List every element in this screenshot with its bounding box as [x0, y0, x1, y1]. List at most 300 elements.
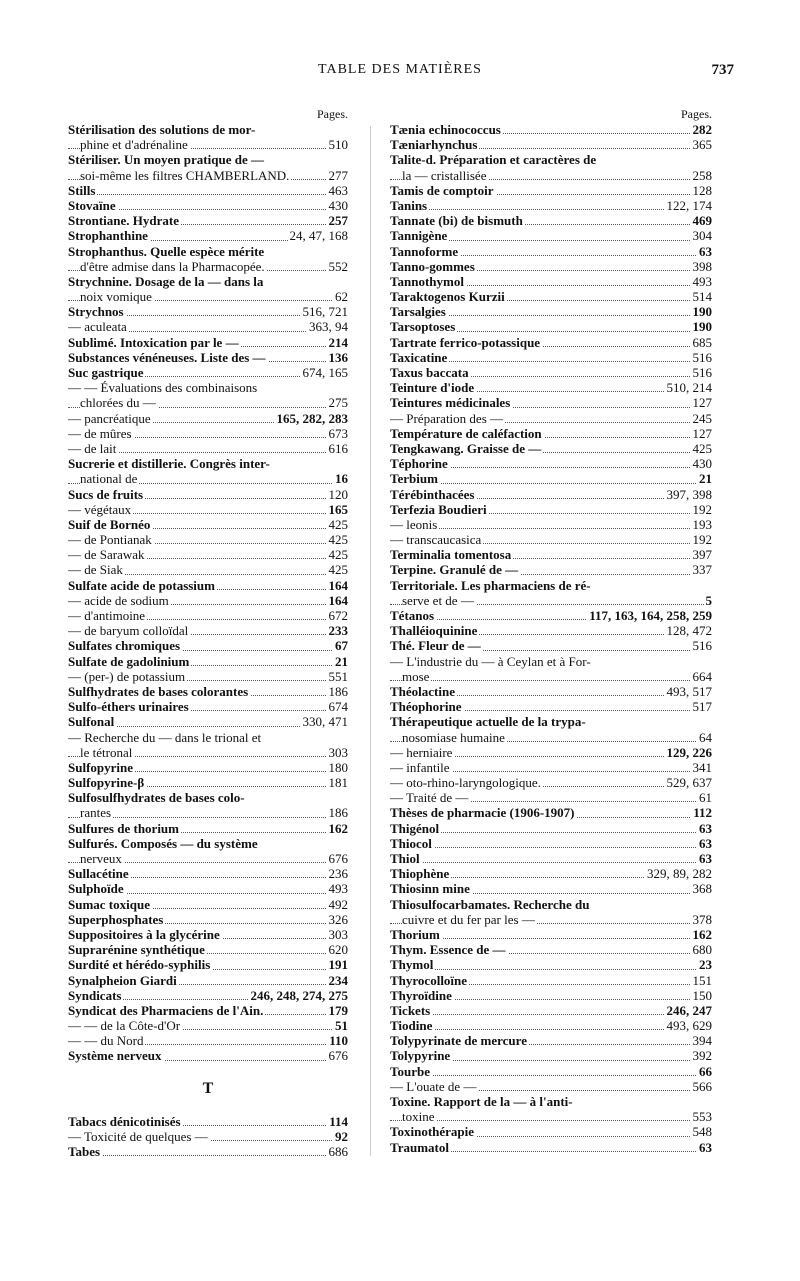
- dot-leader: [390, 847, 712, 848]
- entry-page: 21: [699, 471, 712, 487]
- entry-text: national de: [80, 471, 138, 487]
- entry-page: 164: [328, 592, 348, 608]
- index-entry: [68, 578, 348, 593]
- entry-text: Thymol: [390, 957, 434, 973]
- entry-page: 674: [328, 699, 348, 715]
- entry-text: Thérapeutique actuelle de la trypa-: [390, 714, 586, 730]
- entry-page: 66: [699, 1063, 712, 1079]
- index-entry: [68, 669, 348, 684]
- entry-text: Thiocol: [390, 835, 432, 851]
- entry-page: 341: [692, 759, 712, 775]
- entry-page: 63: [699, 1139, 712, 1155]
- entry-page: 275: [328, 395, 348, 411]
- index-column-left: [68, 106, 348, 1159]
- column-divider: [370, 126, 371, 1156]
- page-header: [0, 62, 800, 84]
- entry-text: Tabes: [68, 1144, 101, 1159]
- entry-page: 516: [692, 349, 712, 365]
- index-entry: [390, 502, 712, 517]
- entry-page: 51: [335, 1018, 348, 1034]
- entry-page: 516: [692, 638, 712, 654]
- entry-text: Strychnine. Dosage de la — dans la: [68, 273, 264, 289]
- index-entry: [390, 957, 712, 972]
- entry-text: Strophanthine: [68, 228, 148, 244]
- index-entry: [390, 532, 712, 547]
- entry-page: 673: [328, 425, 348, 441]
- entry-text: Suif de Bornéo: [68, 516, 151, 532]
- entry-text: Sulfhydrates de bases colorantes: [68, 683, 249, 699]
- entry-text: Théophorine: [390, 699, 462, 715]
- index-entry: [68, 1048, 348, 1063]
- entry-text: Sulfate acide de potassium: [68, 577, 215, 593]
- entry-text: — L'ouate de —: [390, 1078, 477, 1094]
- entry-page: 63: [699, 835, 712, 851]
- index-entry: [68, 699, 348, 714]
- index-entry: [68, 608, 348, 623]
- index-entry: [68, 973, 348, 988]
- entry-text: Suppositoires à la glycérine: [68, 926, 220, 942]
- entry-text: Térébinthacées: [390, 486, 475, 502]
- index-entry: [68, 395, 348, 410]
- index-entry: [390, 760, 712, 775]
- index-entry: [390, 122, 712, 137]
- dot-leader: [390, 1075, 712, 1076]
- entry-text: Terpine. Granulé de —: [390, 562, 519, 578]
- index-entry: [68, 684, 348, 699]
- entry-page: 127: [692, 395, 712, 411]
- index-entry: [68, 730, 348, 745]
- entry-page: 363, 94: [309, 319, 348, 335]
- entry-text: nosomiase humaine: [402, 729, 505, 745]
- index-entry: [68, 1018, 348, 1033]
- index-entry: [390, 988, 712, 1003]
- entry-text: Syndicat des Pharmaciens de l'Ain.: [68, 1002, 264, 1018]
- index-entry: [390, 259, 712, 274]
- entry-text: — de Siak: [68, 562, 123, 578]
- entry-text: Taxus baccata: [390, 365, 469, 380]
- index-entry: [390, 380, 712, 395]
- entry-text: Stovaïne: [68, 197, 116, 213]
- entry-text: Tæniarhynchus: [390, 137, 478, 153]
- index-entry: [68, 851, 348, 866]
- entry-page: 192: [692, 501, 712, 517]
- entry-page: 329, 89, 282: [647, 866, 712, 882]
- entry-page: 552: [328, 258, 348, 274]
- index-entry: [390, 274, 712, 289]
- entry-page: 236: [328, 866, 348, 882]
- index-list: [68, 1114, 348, 1160]
- entry-text: — infantile: [390, 759, 450, 775]
- entry-text: Tamis de comptoir: [390, 182, 494, 198]
- dot-leader: [390, 862, 712, 863]
- entry-page: 493, 629: [666, 1018, 712, 1034]
- index-entry: [390, 365, 712, 380]
- entry-page: 67: [335, 638, 348, 654]
- entry-page: 425: [328, 547, 348, 563]
- entry-text: Synalpheion Giardi: [68, 972, 177, 988]
- entry-text: Tiodine: [390, 1018, 433, 1034]
- entry-page: 128: [692, 182, 712, 198]
- entry-text: Tannothymol: [390, 273, 464, 289]
- entry-page: 469: [692, 213, 712, 229]
- entry-page: 16: [335, 471, 348, 487]
- entry-page: 192: [692, 532, 712, 548]
- index-entry: [390, 213, 712, 228]
- index-entry: [68, 350, 348, 365]
- entry-page: 190: [692, 304, 712, 320]
- entry-text: Tanno-gommes: [390, 258, 475, 274]
- entry-page: 510, 214: [666, 380, 712, 396]
- entry-page: 664: [692, 668, 712, 684]
- entry-text: Théolactine: [390, 683, 455, 699]
- entry-page: 326: [328, 911, 348, 927]
- index-entry: [390, 1079, 712, 1094]
- index-entry: [68, 942, 348, 957]
- entry-page: 492: [328, 896, 348, 912]
- entry-text: le tétronal: [80, 744, 133, 760]
- index-entry: [390, 547, 712, 562]
- entry-page: 129, 226: [666, 744, 712, 760]
- index-entry: [390, 745, 712, 760]
- index-entry: [390, 851, 712, 866]
- index-entry: [390, 1018, 712, 1033]
- index-entry: [390, 608, 712, 623]
- entry-page: 277: [328, 167, 348, 183]
- entry-page: 62: [335, 289, 348, 305]
- entry-text: Taxicatine: [390, 349, 448, 365]
- index-entry: [390, 137, 712, 152]
- index-entry: [390, 623, 712, 638]
- pages-label: Pages.: [681, 107, 712, 121]
- entry-text: Terminalia tomentosa: [390, 547, 512, 563]
- entry-page: 245: [692, 410, 712, 426]
- entry-page: 165: [328, 501, 348, 517]
- entry-text: — Toxicité de quelques —: [68, 1128, 208, 1144]
- index-entry: [68, 213, 348, 228]
- index-entry: [390, 912, 712, 927]
- index-entry: [390, 942, 712, 957]
- index-entry: [390, 335, 712, 350]
- entry-page: 303: [328, 744, 348, 760]
- entry-text: — Préparation des —: [390, 410, 504, 426]
- entry-text: Terbium: [390, 471, 438, 487]
- entry-text: soi-même les filtres CHAMBERLAND.: [80, 167, 290, 183]
- entry-page: 510: [328, 137, 348, 153]
- entry-text: Suprarénine synthétique: [68, 942, 205, 958]
- index-entry: [68, 198, 348, 213]
- entry-text: Sulfures de thorium: [68, 820, 179, 836]
- entry-page: 136: [328, 349, 348, 365]
- entry-page: 186: [328, 683, 348, 699]
- index-list: [390, 122, 712, 1155]
- entry-text: Téphorine: [390, 456, 448, 472]
- entry-text: Teinture d'iode: [390, 380, 475, 396]
- entry-text: nerveux: [80, 851, 122, 866]
- index-entry: [68, 881, 348, 896]
- index-entry: [390, 471, 712, 486]
- entry-text: Sublimé. Intoxication par le —: [68, 334, 239, 350]
- entry-page: 282: [692, 122, 712, 137]
- index-entry: [390, 973, 712, 988]
- index-entry: [390, 183, 712, 198]
- entry-text: Toxinothérapie: [390, 1124, 475, 1140]
- entry-page: 63: [699, 851, 712, 866]
- entry-page: 186: [328, 805, 348, 821]
- entry-text: Tickets: [390, 1002, 431, 1018]
- index-entry: [68, 623, 348, 638]
- index-entry: [390, 198, 712, 213]
- entry-page: 233: [328, 623, 348, 639]
- entry-text: Thalléioquinine: [390, 623, 478, 639]
- entry-text: — — du Nord: [68, 1033, 144, 1049]
- entry-text: Tannoforme: [390, 243, 459, 259]
- entry-text: Syndicats: [68, 987, 122, 1003]
- entry-text: Thiosinn mine: [390, 881, 470, 897]
- entry-page: 398: [692, 258, 712, 274]
- entry-text: Thyrocolloïne: [390, 972, 468, 988]
- index-entry: [68, 244, 348, 259]
- entry-text: — de Pontianak: [68, 532, 152, 548]
- entry-page: 330, 471: [302, 714, 348, 730]
- index-entry: [390, 411, 712, 426]
- index-entry: [68, 805, 348, 820]
- entry-text: — — de la Côte-d'Or: [68, 1018, 181, 1034]
- entry-page: 430: [328, 197, 348, 213]
- index-entry: [390, 562, 712, 577]
- index-entry: [68, 714, 348, 729]
- index-entry: [390, 1048, 712, 1063]
- index-entry: [390, 714, 712, 729]
- entry-page: 234: [328, 972, 348, 988]
- entry-text: Taraktogenos Kurzii: [390, 289, 505, 305]
- entry-text: Thèses de pharmacie (1906-1907): [390, 805, 575, 821]
- entry-page: 548: [692, 1124, 712, 1140]
- index-entry: [390, 699, 712, 714]
- entry-text: Stériliser. Un moyen pratique de —: [68, 152, 264, 168]
- entry-text: Teintures médicinales: [390, 395, 511, 411]
- entry-text: Superphosphates: [68, 911, 164, 927]
- index-entry: [390, 669, 712, 684]
- entry-page: 493: [328, 881, 348, 897]
- entry-text: d'être admise dans la Pharmacopée.: [80, 258, 265, 274]
- index-list: [68, 122, 348, 1064]
- entry-page: 246, 247: [666, 1002, 712, 1018]
- index-entry: [390, 487, 712, 502]
- section-letter: T: [202, 1079, 214, 1097]
- entry-text: rantes: [80, 805, 112, 821]
- entry-text: Sumac toxique: [68, 896, 150, 912]
- entry-page: 378: [692, 911, 712, 927]
- entry-page: 193: [692, 516, 712, 532]
- index-entry: [68, 1003, 348, 1018]
- entry-text: — de mûres: [68, 425, 132, 441]
- entry-page: 463: [328, 182, 348, 198]
- index-entry: [68, 456, 348, 471]
- index-entry: [390, 1109, 712, 1124]
- entry-text: — (per-) de potassium: [68, 668, 186, 684]
- index-entry: [68, 152, 348, 167]
- entry-page: 430: [692, 456, 712, 472]
- dot-leader: [390, 1120, 712, 1121]
- entry-text: Substances vénéneuses. Liste des —: [68, 349, 266, 365]
- entry-text: — d'antimoine: [68, 608, 146, 623]
- entry-page: 5: [705, 592, 712, 608]
- index-entry: [68, 562, 348, 577]
- entry-page: 128, 472: [666, 623, 712, 639]
- index-entry: [68, 1114, 348, 1129]
- index-entry: [68, 654, 348, 669]
- entry-text: Thiophène: [390, 866, 450, 882]
- index-entry: [68, 380, 348, 395]
- entry-text: Sulfate de gadolinium: [68, 653, 190, 669]
- index-entry: [68, 745, 348, 760]
- entry-text: noix vomique: [80, 289, 152, 305]
- entry-page: 63: [699, 820, 712, 836]
- index-entry: [68, 912, 348, 927]
- index-entry: [390, 152, 712, 167]
- index-entry: [68, 532, 348, 547]
- index-entry: [390, 1140, 712, 1155]
- entry-text: Thé. Fleur de —: [390, 638, 481, 654]
- index-column-right: [390, 106, 712, 1155]
- entry-page: 685: [692, 334, 712, 350]
- entry-text: — aculeata: [68, 319, 127, 335]
- entry-text: Tarsalgies: [390, 304, 446, 320]
- index-entry: [68, 790, 348, 805]
- index-entry: [68, 289, 348, 304]
- entry-text: — oto-rhino-laryngologique.: [390, 775, 541, 791]
- entry-page: 21: [335, 653, 348, 669]
- entry-page: 425: [328, 532, 348, 548]
- entry-page: 304: [692, 228, 712, 244]
- index-entry: [68, 547, 348, 562]
- entry-page: 190: [692, 319, 712, 335]
- entry-text: Tétanos: [390, 608, 435, 623]
- entry-page: 397, 398: [666, 486, 712, 502]
- entry-text: Tengkawang. Graisse de —: [390, 440, 542, 456]
- entry-text: Sulfopyrine-β: [68, 775, 145, 791]
- entry-text: Tabacs dénicotinisés: [68, 1113, 181, 1129]
- entry-page: 397: [692, 547, 712, 563]
- entry-page: 303: [328, 926, 348, 942]
- entry-text: Stérilisation des solutions de mor-: [68, 122, 256, 137]
- entry-text: — Traité de —: [390, 790, 469, 806]
- entry-page: 162: [328, 820, 348, 836]
- entry-page: 676: [328, 851, 348, 866]
- entry-page: 257: [328, 213, 348, 229]
- entry-text: Talite-d. Préparation et caractères de: [390, 152, 597, 168]
- entry-page: 365: [692, 137, 712, 153]
- index-entry: [68, 304, 348, 319]
- entry-text: chlorées du —: [80, 395, 156, 411]
- entry-text: Strophanthus. Quelle espèce mérite: [68, 243, 265, 259]
- entry-page: 117, 163, 164, 258, 259: [589, 608, 712, 623]
- entry-page: 63: [699, 243, 712, 259]
- entry-page: 179: [328, 1002, 348, 1018]
- index-entry: [390, 289, 712, 304]
- index-entry: [390, 304, 712, 319]
- entry-text: Sucrerie et distillerie. Congrès inter-: [68, 456, 270, 472]
- dot-leader: [68, 194, 348, 195]
- entry-text: Thym. Essence de —: [390, 942, 506, 958]
- entry-page: 672: [328, 608, 348, 623]
- entry-page: 214: [328, 334, 348, 350]
- index-entry: [390, 517, 712, 532]
- index-entry: [68, 441, 348, 456]
- entry-page: 64: [699, 729, 712, 745]
- entry-page: 425: [328, 516, 348, 532]
- entry-text: Tourbe: [390, 1063, 430, 1079]
- entry-page: 425: [692, 440, 712, 456]
- entry-text: — de baryum colloïdal: [68, 623, 189, 639]
- entry-page: 514: [692, 289, 712, 305]
- entry-text: serve et de —: [402, 592, 474, 608]
- index-entry: [390, 821, 712, 836]
- entry-text: Tanins: [390, 197, 428, 213]
- index-entry: [68, 1144, 348, 1159]
- pages-label: Pages.: [317, 107, 348, 121]
- entry-page: 24, 47, 168: [289, 228, 348, 244]
- index-entry: [390, 805, 712, 820]
- index-entry: [390, 1033, 712, 1048]
- entry-page: 686: [328, 1144, 348, 1159]
- index-entry: [68, 775, 348, 790]
- index-entry: [68, 168, 348, 183]
- entry-page: 553: [692, 1109, 712, 1125]
- entry-text: mose: [402, 668, 430, 684]
- index-entry: [68, 836, 348, 851]
- entry-text: Surdité et hérédo-syphilis: [68, 957, 211, 973]
- index-entry: [390, 244, 712, 259]
- index-entry: [390, 1094, 712, 1109]
- dot-leader: [68, 1155, 348, 1156]
- entry-page: 676: [328, 1048, 348, 1064]
- index-entry: [68, 502, 348, 517]
- index-entry: [390, 168, 712, 183]
- index-entry: [68, 1129, 348, 1144]
- entry-text: — pancréatique: [68, 410, 151, 426]
- index-entry: [68, 866, 348, 881]
- entry-text: Sullacétine: [68, 866, 129, 882]
- entry-text: Tannigène: [390, 228, 448, 244]
- dot-leader: [390, 969, 712, 970]
- entry-page: 120: [328, 486, 348, 502]
- entry-text: Tolypyrinate de mercure: [390, 1033, 527, 1049]
- entry-text: — herniaire: [390, 744, 453, 760]
- entry-page: 110: [329, 1033, 348, 1049]
- index-entry: [68, 259, 348, 274]
- entry-text: — Recherche du — dans le trional et: [68, 729, 262, 745]
- index-entry: [390, 684, 712, 699]
- entry-text: Thiol: [390, 851, 420, 866]
- entry-page: 493: [692, 273, 712, 289]
- entry-page: 127: [692, 425, 712, 441]
- index-entry: [390, 228, 712, 243]
- entry-text: — acide de sodium: [68, 592, 169, 608]
- index-entry: [390, 578, 712, 593]
- entry-text: Terfezia Boudieri: [390, 501, 487, 517]
- entry-text: — de Sarawak: [68, 547, 145, 563]
- entry-page: 620: [328, 942, 348, 958]
- entry-text: Toxine. Rapport de la — à l'anti-: [390, 1094, 573, 1109]
- entry-text: Sulphoïde: [68, 881, 124, 897]
- entry-page: 112: [693, 805, 712, 821]
- index-entry: [68, 897, 348, 912]
- index-entry: [68, 274, 348, 289]
- index-entry: [390, 441, 712, 456]
- entry-text: Stills: [68, 182, 96, 198]
- entry-page: 92: [335, 1128, 348, 1144]
